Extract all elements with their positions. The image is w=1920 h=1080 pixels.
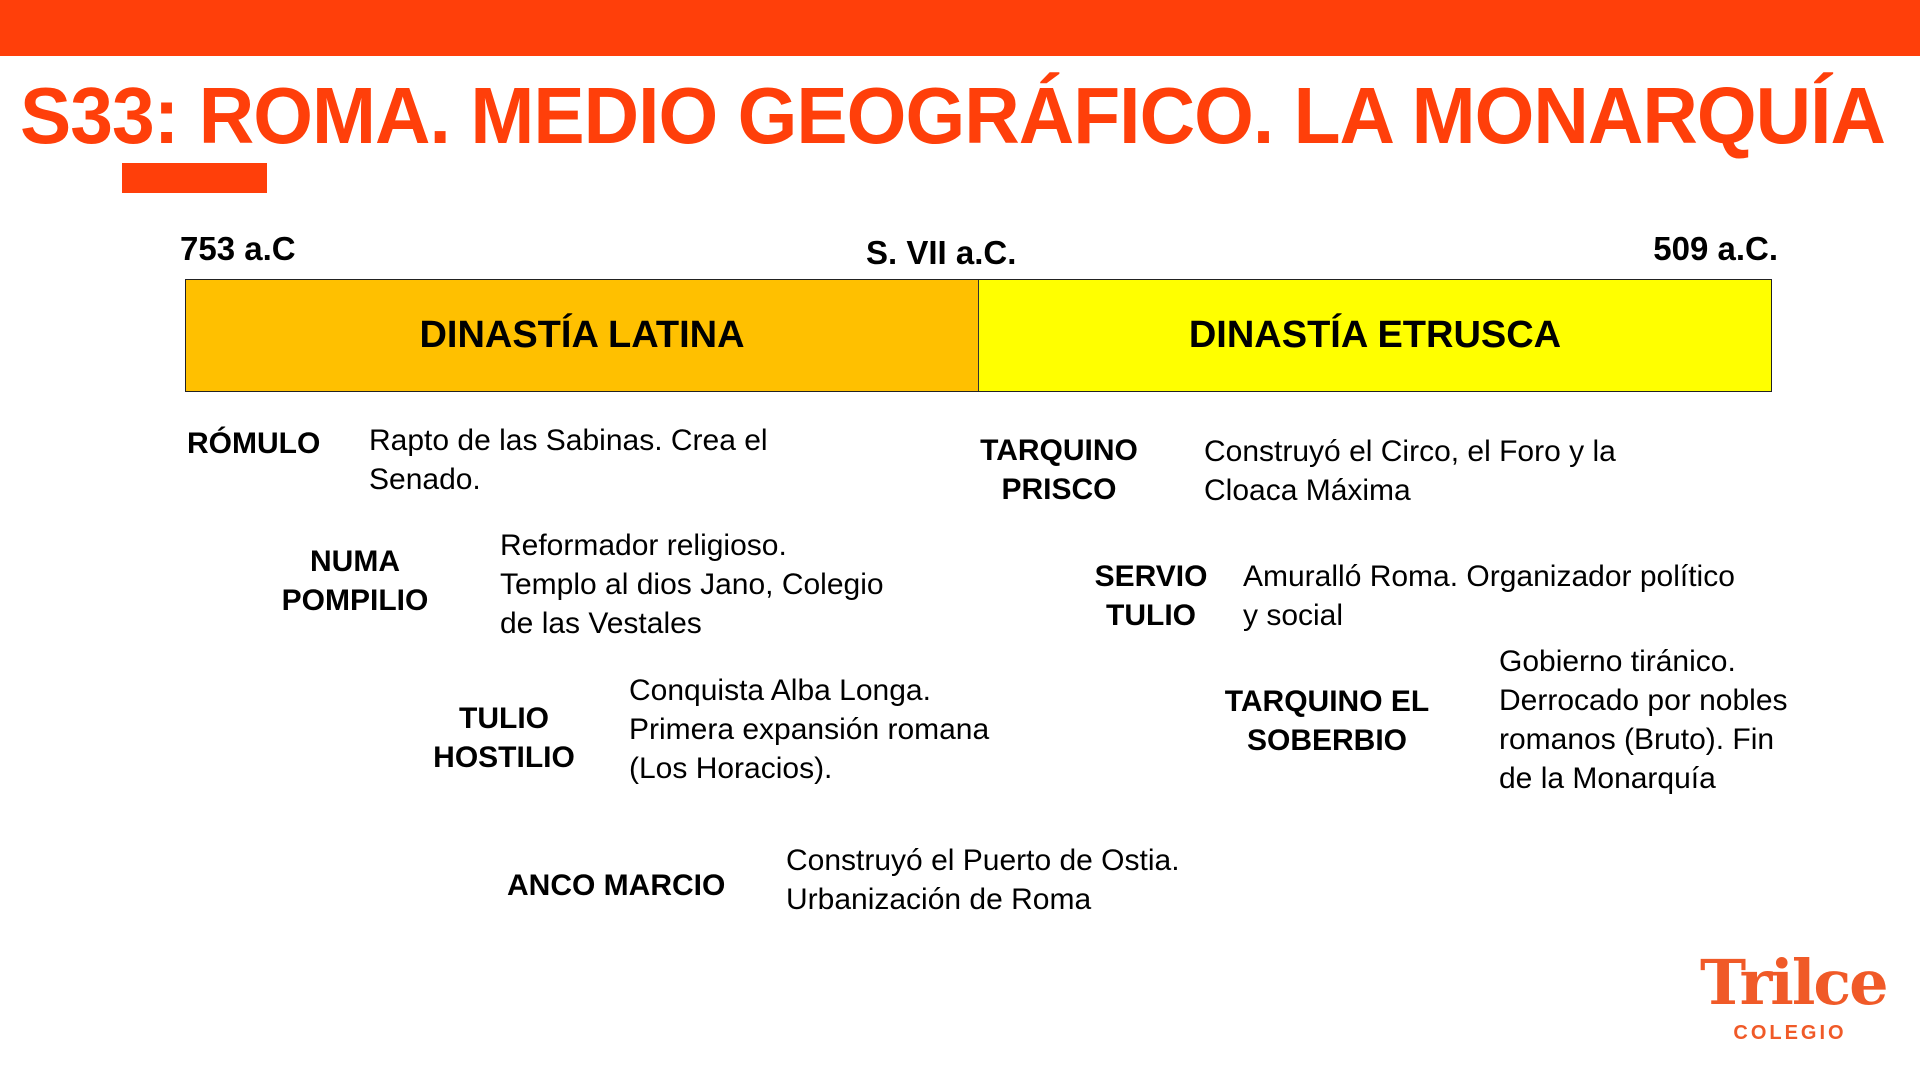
title-underline bbox=[122, 163, 267, 193]
king-description: Construyó el Circo, el Foro y la Cloaca Máxima bbox=[1204, 435, 1616, 507]
dynasty-latina: DINASTÍA LATINA bbox=[186, 280, 978, 391]
dynasty-timeline-bar bbox=[185, 279, 1772, 392]
king-description: Construyó el Puerto de Ostia. Urbanización de Roma bbox=[786, 844, 1180, 916]
page-title: S33: ROMA. MEDIO GEOGRÁFICO. LA MONARQUÍA bbox=[20, 71, 1886, 160]
king-name: SERVIO TULIO bbox=[1094, 560, 1208, 632]
logo-subtitle: COLEGIO bbox=[1733, 1022, 1847, 1044]
king-name: TARQUINO EL SOBERBIO bbox=[1224, 685, 1430, 757]
timeline-end-date: 509 a.C. bbox=[1653, 230, 1778, 267]
timeline-start-date: 753 a.C bbox=[180, 230, 296, 267]
top-accent-bar bbox=[0, 0, 1920, 56]
king-description: Reformador religioso. Templo al dios Jano, Colegio de las Vestales bbox=[500, 529, 884, 640]
logo-wordmark: Trilce bbox=[1700, 946, 1887, 1019]
king-name: RÓMULO bbox=[187, 427, 321, 460]
timeline-middle-date: S. VII a.C. bbox=[866, 234, 1017, 271]
king-description: Rapto de las Sabinas. Crea el Senado. bbox=[369, 424, 768, 496]
dynasty-etrusca: DINASTÍA ETRUSCA bbox=[978, 280, 1771, 391]
king-description: Amuralló Roma. Organizador político y social bbox=[1243, 560, 1735, 632]
king-description: Conquista Alba Longa. Primera expansión romana (Los Horacios). bbox=[629, 674, 990, 785]
king-name: TARQUINO PRISCO bbox=[980, 434, 1138, 506]
king-description: Gobierno tiránico. Derrocado por nobles romanos (Bruto). Fin de la Monarquía bbox=[1499, 645, 1788, 795]
trilce-logo bbox=[1700, 946, 1887, 1045]
king-name: ANCO MARCIO bbox=[507, 869, 726, 902]
king-name: TULIO HOSTILIO bbox=[433, 702, 575, 774]
king-name: NUMA POMPILIO bbox=[281, 545, 429, 617]
